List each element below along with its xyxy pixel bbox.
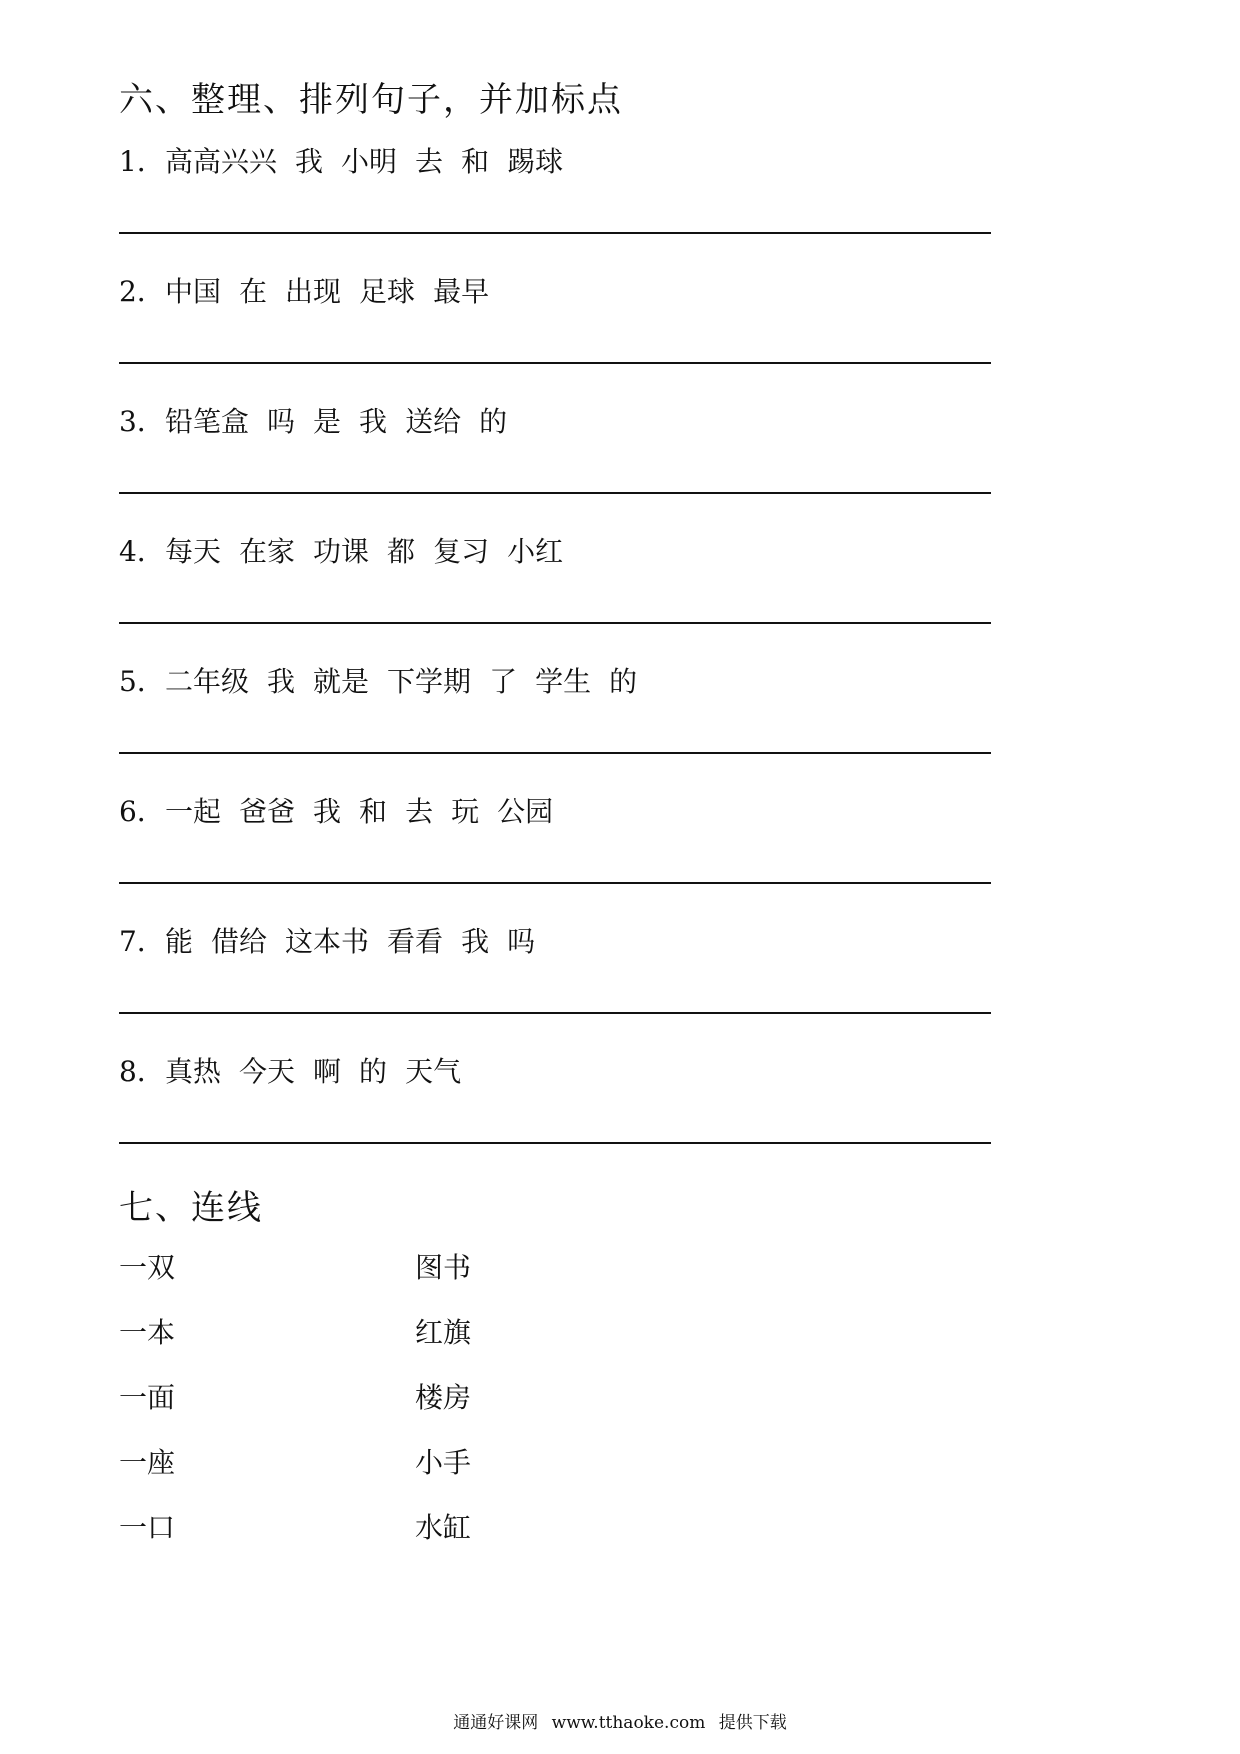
word: 高高兴兴 [165,145,278,178]
question-number: 7． [119,925,165,958]
word: 我 [267,665,296,698]
word: 看看 [387,925,444,958]
word-list [165,275,507,308]
question-number: 2． [119,275,165,308]
word: 都 [387,535,416,568]
word-list [165,925,553,958]
word: 吗 [267,405,296,438]
question-4 [119,530,991,660]
word-list [165,1055,479,1088]
section-6-title: 六、整理、排列句子，并加标点 [119,80,623,120]
question-1 [119,140,991,270]
match-right-item[interactable]: 楼房 [415,1381,472,1414]
match-left-item[interactable]: 一本 [119,1316,176,1349]
match-left-item[interactable]: 一座 [119,1446,176,1479]
word: 足球 [359,275,416,308]
word: 下学期 [387,665,472,698]
word: 我 [359,405,388,438]
answer-line[interactable] [119,362,991,364]
question-8 [119,1050,991,1180]
answer-line[interactable] [119,882,991,884]
word: 在家 [239,535,296,568]
word: 今天 [239,1055,296,1088]
answer-line[interactable] [119,232,991,234]
match-right-item[interactable]: 红旗 [415,1316,472,1349]
answer-line[interactable] [119,752,991,754]
word: 的 [609,665,638,698]
question-3 [119,400,991,530]
word: 我 [313,795,342,828]
word: 玩 [451,795,480,828]
word: 能 [165,925,194,958]
word: 就是 [313,665,370,698]
word: 学生 [535,665,592,698]
word: 真热 [165,1055,222,1088]
match-right-item[interactable]: 小手 [415,1446,472,1479]
word: 天气 [405,1055,462,1088]
word: 送给 [405,405,462,438]
word: 去 [415,145,444,178]
word-list [165,405,525,438]
question-number: 6． [119,795,165,828]
word: 复习 [433,535,490,568]
answer-line[interactable] [119,1012,991,1014]
word-list [165,795,571,828]
word: 踢球 [507,145,564,178]
answer-line[interactable] [119,1142,991,1144]
match-right-item[interactable]: 水缸 [415,1511,472,1544]
match-left-item[interactable]: 一口 [119,1511,176,1544]
question-7 [119,920,991,1050]
word-list [165,535,581,568]
word: 是 [313,405,342,438]
match-left-item[interactable]: 一面 [119,1381,176,1414]
word: 去 [405,795,434,828]
match-left-item[interactable]: 一双 [119,1251,176,1284]
word: 出现 [285,275,342,308]
question-6 [119,790,991,920]
question-number: 5． [119,665,165,698]
word: 我 [295,145,324,178]
word: 了 [489,665,518,698]
question-number: 1． [119,145,165,178]
section-7-title: 七、连线 [119,1188,263,1228]
footer-site-name: 通通好课网 [453,1713,539,1733]
word: 公园 [497,795,554,828]
word: 吗 [507,925,536,958]
question-number: 8． [119,1055,165,1088]
word: 爸爸 [239,795,296,828]
word: 的 [479,405,508,438]
word: 中国 [165,275,222,308]
word: 二年级 [165,665,250,698]
word: 每天 [165,535,222,568]
match-right-item[interactable]: 图书 [415,1251,472,1284]
footer-note: 提供下载 [718,1713,787,1733]
question-2 [119,270,991,400]
word: 和 [359,795,388,828]
word: 的 [359,1055,388,1088]
word: 在 [239,275,268,308]
question-5 [119,660,991,790]
word: 啊 [313,1055,342,1088]
word: 最早 [433,275,490,308]
answer-line[interactable] [119,622,991,624]
word-list [165,665,655,698]
word: 一起 [165,795,222,828]
question-number: 3． [119,405,165,438]
word: 和 [461,145,490,178]
word: 小明 [341,145,398,178]
word-list [165,145,581,178]
word: 我 [461,925,490,958]
word: 这本书 [285,925,370,958]
page-footer [0,1708,1240,1733]
footer-url[interactable]: www.tthaoke.com [551,1713,706,1733]
word: 借给 [211,925,268,958]
word: 功课 [313,535,370,568]
word: 小红 [507,535,564,568]
word: 铅笔盒 [165,405,250,438]
question-number: 4． [119,535,165,568]
answer-line[interactable] [119,492,991,494]
